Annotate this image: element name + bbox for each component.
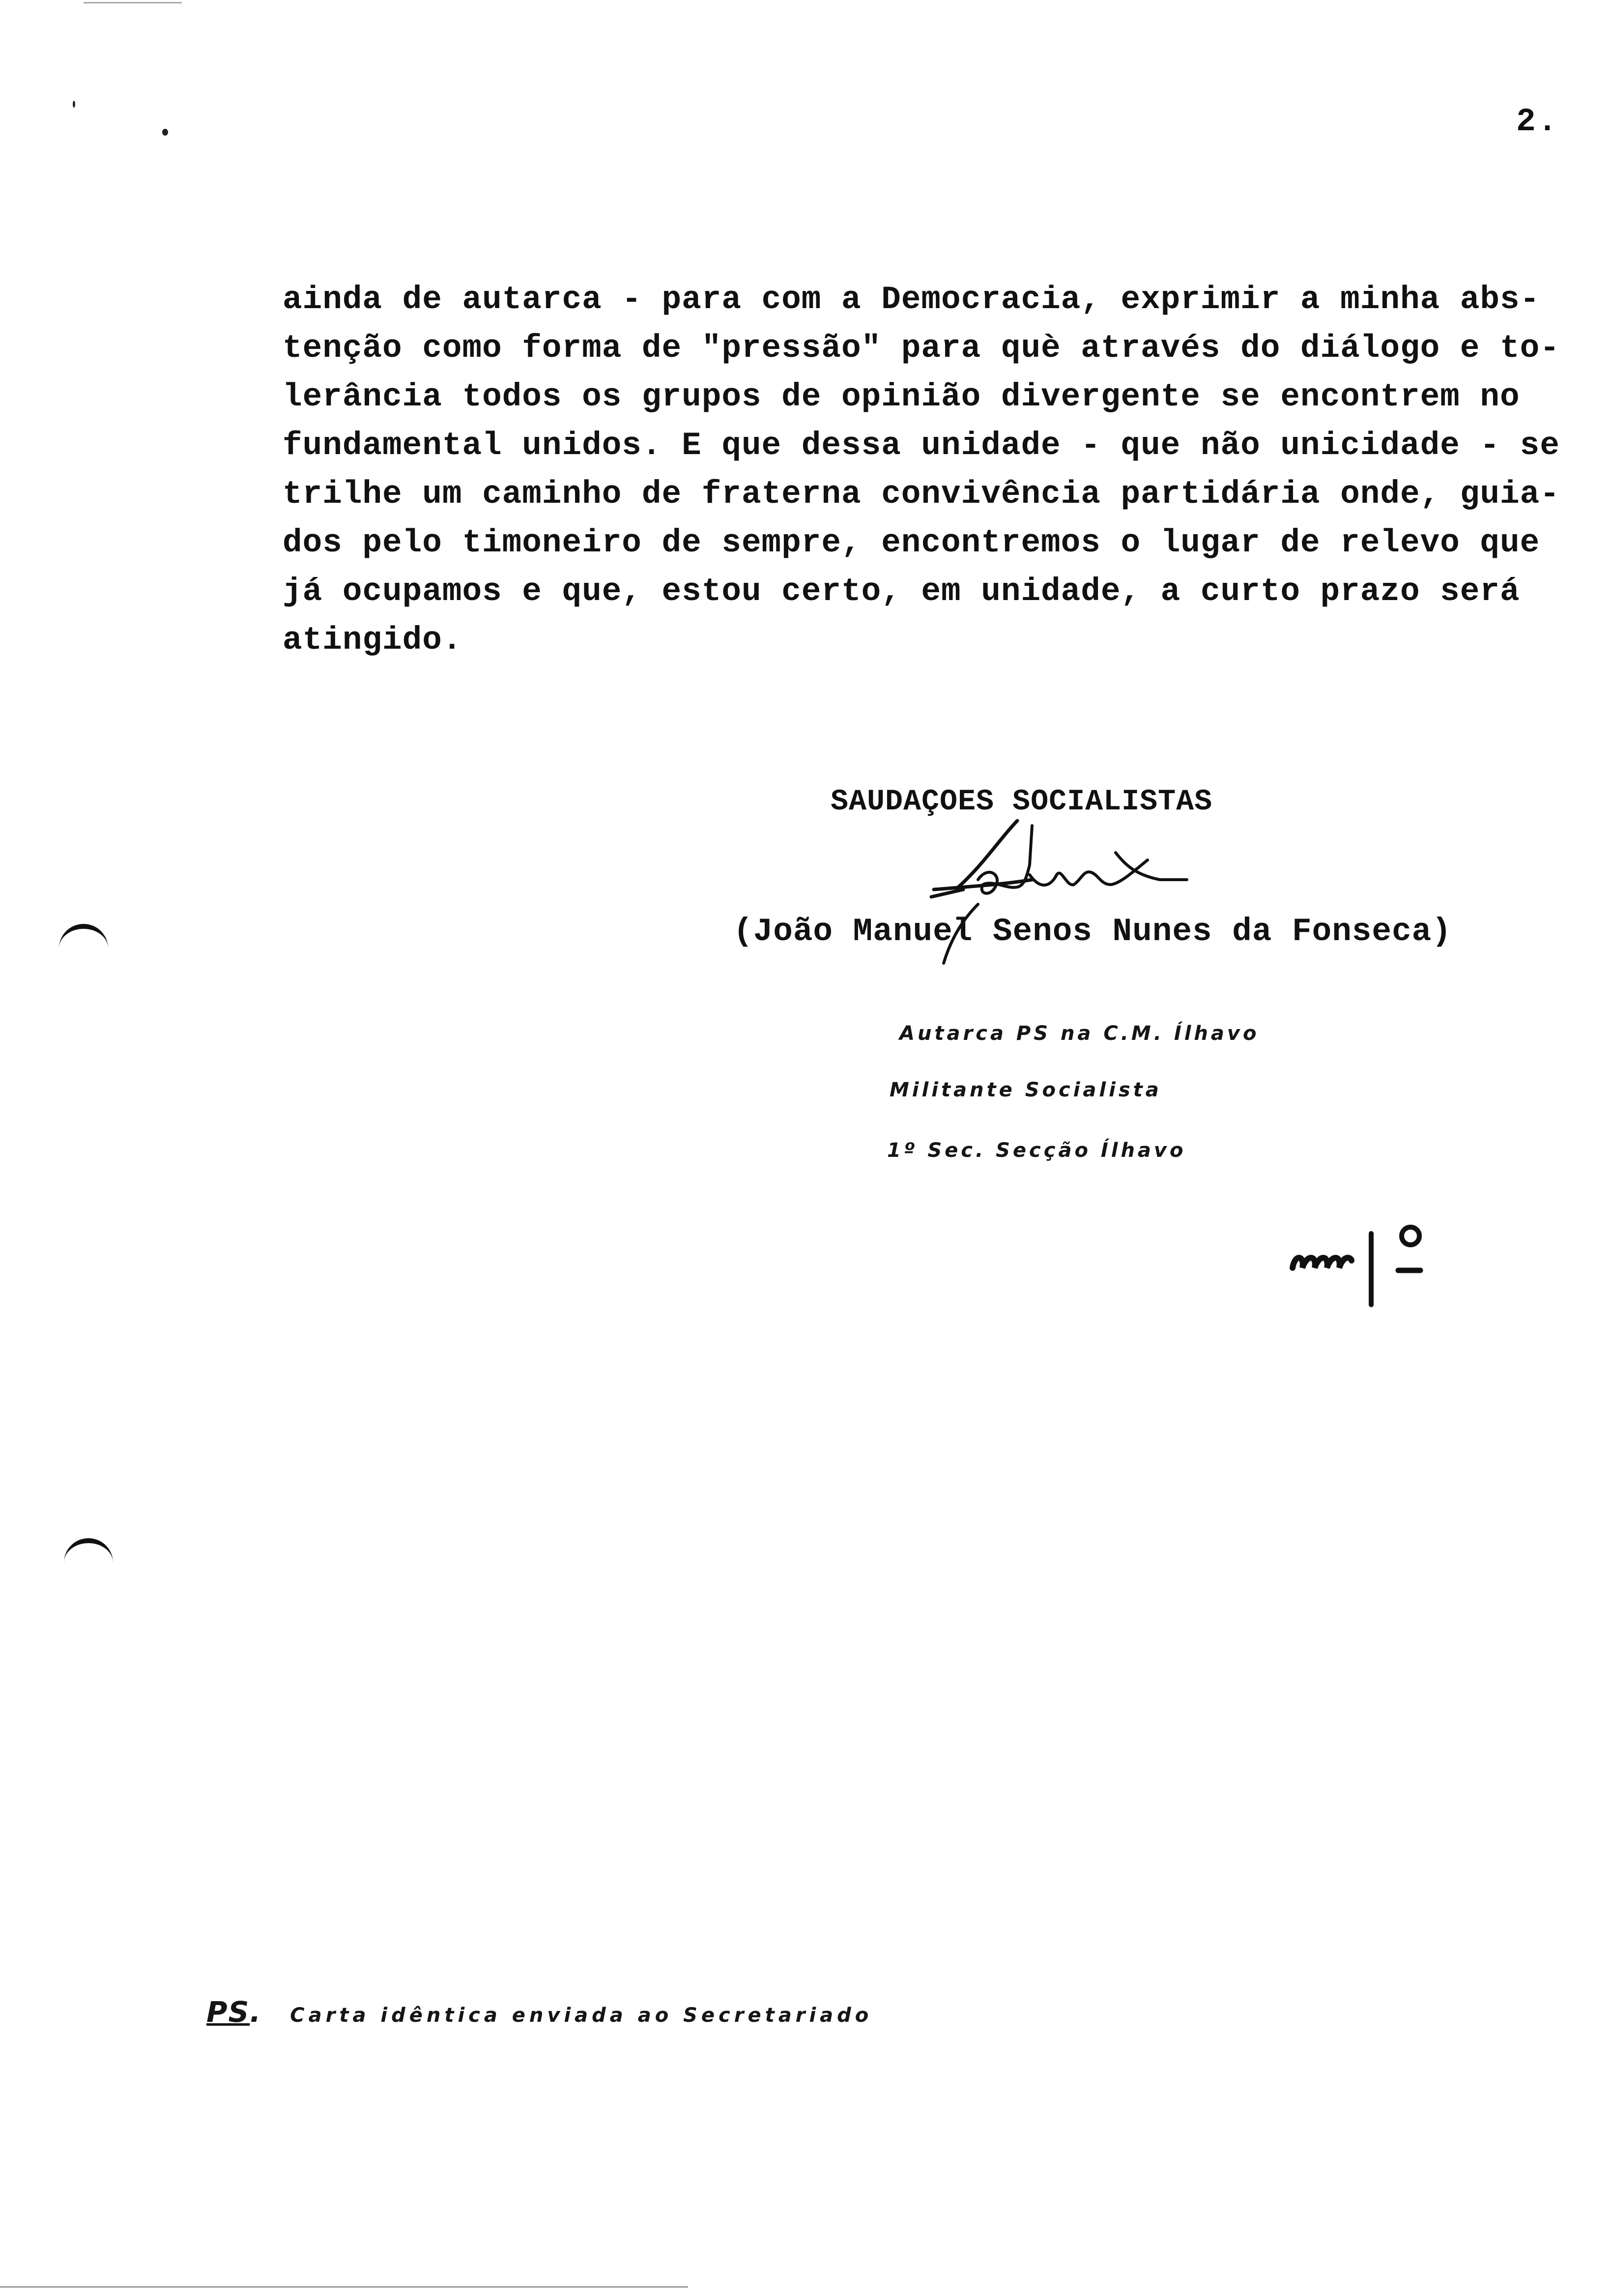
- body-line: tenção como forma de "pressão" para què através do diálogo e to-: [283, 330, 1560, 367]
- postscript-mark: PS: [206, 1995, 250, 2029]
- letter-body: [283, 275, 1560, 664]
- body-line: fundamental unidos. E que dessa unidade - que não unicidade - se: [283, 427, 1560, 464]
- handwritten-initials-icon: [1278, 1214, 1445, 1312]
- page-number: 2.: [1516, 103, 1559, 140]
- body-line: já ocupamos e que, estou certo, em unidade, a curto prazo será: [283, 573, 1520, 610]
- punch-hole-mark: [59, 924, 108, 958]
- body-line: atingido.: [283, 622, 462, 659]
- scan-edge-mark: [0, 2286, 688, 2288]
- scan-speck: [162, 129, 168, 136]
- postscript-note: [206, 1995, 872, 2029]
- scan-edge-mark: [84, 2, 182, 3]
- body-line: dos pelo timoneiro de sempre, encontremos o lugar de relevo que: [283, 524, 1540, 561]
- body-line: lerância todos os grupos de opinião divergente se encontrem no: [283, 378, 1520, 415]
- punch-hole-mark: [64, 1538, 113, 1573]
- signatory-name: (João Manuel Senos Nunes da Fonseca): [733, 913, 1452, 950]
- handwritten-note-line: Militante Socialista: [890, 1079, 1162, 1101]
- body-line: trilhe um caminho de fraterna convivência partidária onde, guia-: [283, 476, 1560, 513]
- scan-speck: [73, 101, 75, 108]
- postscript-dot: .: [250, 1995, 265, 2029]
- closing-greeting: SAUDAÇOES SOCIALISTAS: [831, 785, 1213, 819]
- handwritten-note-line: 1º Sec. Secção Ílhavo: [887, 1139, 1186, 1162]
- body-line: ainda de autarca - para com a Democracia, exprimir a minha abs-: [283, 281, 1540, 318]
- handwritten-note-line: Autarca PS na C.M. Ílhavo: [899, 1022, 1260, 1045]
- postscript-text: Carta idêntica enviada ao Secretariado: [290, 2004, 873, 2027]
- handwritten-signature-icon: [904, 806, 1219, 968]
